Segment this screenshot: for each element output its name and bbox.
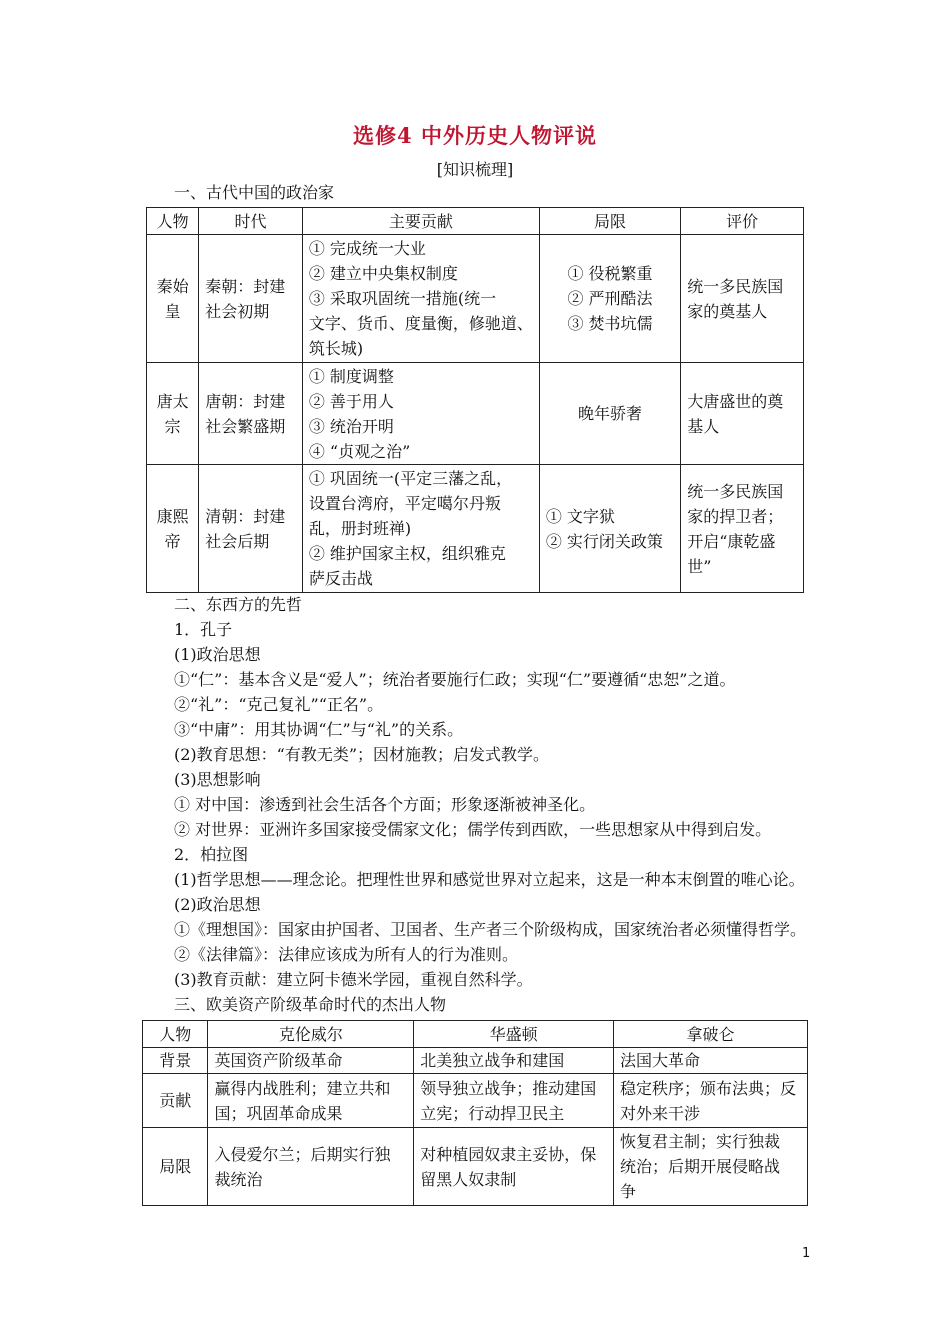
- contributions-cell: ① 制度调整 ② 善于用人 ③ 统治开明 ④ “贞观之治”: [302, 363, 539, 465]
- table-header-row: [147, 208, 804, 235]
- contributions-cell: ① 巩固统一(平定三藩之乱， 设置台湾府，平定噶尔丹叛 乱，册封班禅) ② 维护国家主权，组织雅克 萨反击战: [302, 465, 539, 593]
- table-row: [147, 465, 804, 593]
- section3-heading: 三、欧美资产阶级革命时代的杰出人物: [174, 995, 447, 1014]
- header-person: 人物: [143, 1021, 208, 1048]
- table-cell: 英国资产阶级革命: [208, 1048, 414, 1074]
- page-title: 选修4 中外历史人物评说: [353, 123, 597, 148]
- table-cell: 入侵爱尔兰；后期实行独 裁统治: [208, 1128, 414, 1206]
- table-row: [143, 1074, 808, 1128]
- text-line: (3)教育贡献：建立阿卡德米学园，重视自然科学。: [174, 970, 533, 989]
- text-line: ①《理想国》：国家由护国者、卫国者、生产者三个阶级构成，国家统治者必须懂得哲学。: [174, 920, 807, 939]
- text-line: ① 对中国：渗透到社会生活各个方面；形象逐渐被神圣化。: [174, 795, 596, 814]
- text-line: ③“中庸”：用其协调“仁”与“礼”的关系。: [174, 720, 464, 739]
- header-limits: 局限: [539, 208, 680, 235]
- sage-heading-confucius: 1．孔子: [174, 620, 233, 639]
- page-number: 1: [802, 1246, 811, 1261]
- text-line: (2)政治思想: [174, 895, 261, 914]
- table-row: [143, 1128, 808, 1206]
- text-line: (1)政治思想: [174, 645, 261, 664]
- contributions-cell: ① 完成统一大业 ② 建立中央集权制度 ③ 采取巩固统一措施(统一 文字、货币、度量衡，修驰道、 筑长城): [302, 235, 539, 363]
- person-cell: 唐太 宗: [147, 363, 199, 465]
- text-line: ①“仁”：基本含义是“爱人”；统治者要施行仁政；实现“仁”要遵循“忠恕”之道。: [174, 670, 736, 689]
- table-row: [143, 1048, 808, 1074]
- page-subtitle: [知识梳理]: [436, 160, 514, 179]
- header-contributions: 主要贡献: [302, 208, 539, 235]
- evaluation-cell: 统一多民族国 家的奠基人: [681, 235, 804, 363]
- statesmen-table: [146, 207, 804, 593]
- text-line: (2)教育思想：“有教无类”；因材施教；启发式教学。: [174, 745, 550, 764]
- table-cell: 法国大革命: [614, 1048, 808, 1074]
- section1-heading: 一、古代中国的政治家: [174, 183, 335, 202]
- table-cell: 对种植园奴隶主妥协，保 留黑人奴隶制: [414, 1128, 614, 1206]
- limits-cell: 晚年骄奢: [539, 363, 680, 465]
- header-person: 人物: [147, 208, 199, 235]
- table-cell: 恢复君主制；实行独裁 统治；后期开展侵略战 争: [614, 1128, 808, 1206]
- evaluation-cell: 大唐盛世的奠 基人: [681, 363, 804, 465]
- header-evaluation: 评价: [681, 208, 804, 235]
- table-row: [147, 363, 804, 465]
- table-row: [147, 235, 804, 363]
- row-label: 局限: [143, 1128, 208, 1206]
- era-cell: 清朝：封建 社会后期: [199, 465, 303, 593]
- revolution-figures-table: [142, 1020, 808, 1206]
- evaluation-cell: 统一多民族国 家的捍卫者； 开启“康乾盛 世”: [681, 465, 804, 593]
- table-cell: 北美独立战争和建国: [414, 1048, 614, 1074]
- row-label: 背景: [143, 1048, 208, 1074]
- text-line: (3)思想影响: [174, 770, 261, 789]
- row-label: 贡献: [143, 1074, 208, 1128]
- header-cromwell: 克伦威尔: [208, 1021, 414, 1048]
- limits-cell: ① 文字狱 ② 实行闭关政策: [539, 465, 680, 593]
- person-cell: 秦始 皇: [147, 235, 199, 363]
- table-header-row: [143, 1021, 808, 1048]
- text-line: (1)哲学思想——理念论。把理性世界和感觉世界对立起来，这是一种本末倒置的唯心论。: [174, 870, 805, 889]
- text-line: ②“礼”：“克己复礼”“正名”。: [174, 695, 384, 714]
- sage-heading-plato: 2．柏拉图: [174, 845, 249, 864]
- header-era: 时代: [199, 208, 303, 235]
- table-cell: 稳定秩序；颁布法典；反 对外来干涉: [614, 1074, 808, 1128]
- table-cell: 赢得内战胜利；建立共和 国；巩固革命成果: [208, 1074, 414, 1128]
- header-washington: 华盛顿: [414, 1021, 614, 1048]
- header-napoleon: 拿破仑: [614, 1021, 808, 1048]
- section2-heading: 二、东西方的先哲: [174, 595, 303, 614]
- era-cell: 唐朝：封建 社会繁盛期: [199, 363, 303, 465]
- limits-cell: ① 役税繁重 ② 严刑酷法 ③ 焚书坑儒: [539, 235, 680, 363]
- person-cell: 康熙 帝: [147, 465, 199, 593]
- text-line: ② 对世界：亚洲许多国家接受儒家文化；儒学传到西欧，一些思想家从中得到启发。: [174, 820, 772, 839]
- table-cell: 领导独立战争；推动建国 立宪；行动捍卫民主: [414, 1074, 614, 1128]
- era-cell: 秦朝：封建 社会初期: [199, 235, 303, 363]
- text-line: ②《法律篇》：法律应该成为所有人的行为准则。: [174, 945, 519, 964]
